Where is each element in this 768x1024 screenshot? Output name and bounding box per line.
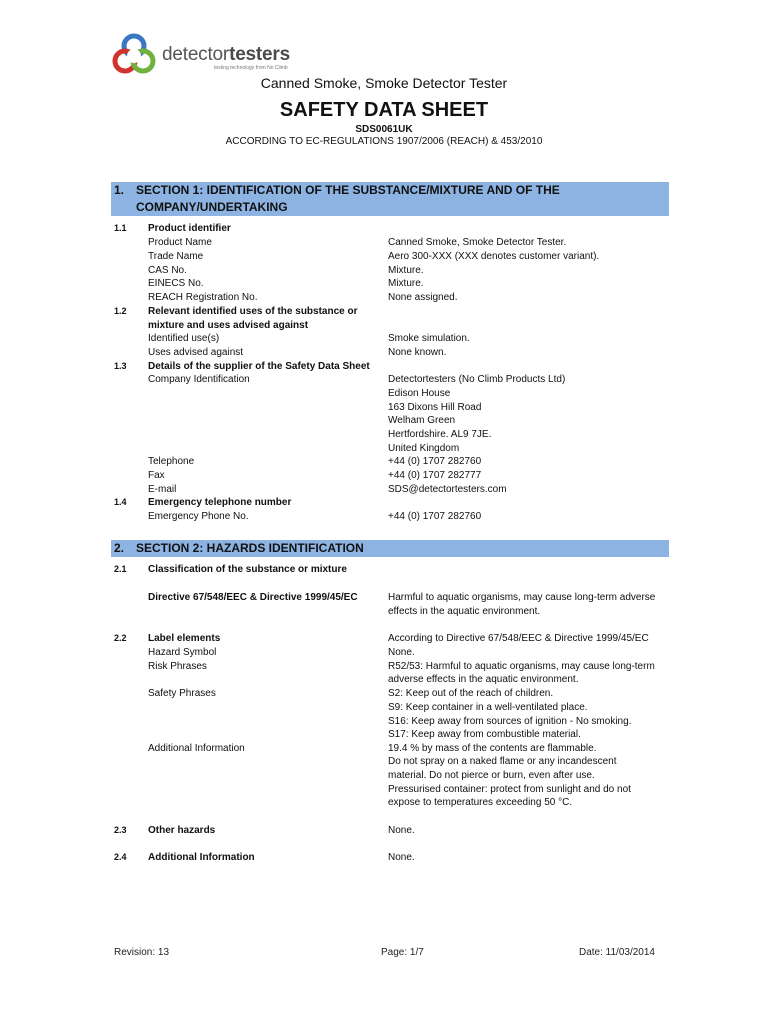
field-row [0,728,768,742]
field-row [0,673,768,687]
field-label: Label elements [148,633,221,644]
field-row [0,742,768,756]
field-row [0,769,768,783]
field-row [0,591,768,605]
footer-revision: Revision: 13 [114,947,170,958]
field-row [0,824,768,838]
field-row [0,264,768,278]
field-value: effects in the aquatic environment. [388,606,541,617]
field-row [0,387,768,401]
field-label: mixture and uses advised against [148,319,309,331]
item-number: 2.4 [114,852,127,862]
field-label: Details of the supplier of the Safety Data Sheet [148,360,370,372]
section-title: SECTION 2: HAZARDS IDENTIFICATION [136,541,364,555]
field-row [0,563,768,577]
logo-mark-icon [112,33,156,77]
field-value: Aero 300-XXX (XXX denotes customer variant). [388,251,600,262]
field-row [0,455,768,469]
field-row [0,414,768,428]
field-row [0,291,768,305]
section-title: SECTION 1: IDENTIFICATION OF THE SUBSTANCE/MIXTURE AND OF THE COMPANY/UNDERTAKING [136,183,560,214]
field-value: Harmful to aquatic organisms, may cause long-term adverse [388,592,656,603]
field-label: Additional Information [148,742,245,754]
field-label: Emergency Phone No. [148,511,249,522]
logo-tagline: testing technology from No Climb [214,65,288,71]
field-value: Mixture. [388,264,424,276]
field-row [0,496,768,510]
field-label: Identified use(s) [148,333,220,344]
field-value: material. Do not pierce or burn, even after use. [388,770,595,781]
field-row [0,483,768,497]
field-row [0,646,768,660]
field-value: Detectortesters (No Climb Products Ltd) [388,374,566,385]
field-row [0,442,768,456]
field-label: Company Identification [148,374,250,385]
field-row [0,346,768,360]
field-row [0,332,768,346]
field-value: adverse effects in the aquatic environment. [388,674,579,685]
footer-date: Date: 11/03/2014 [579,947,655,958]
field-value: None. [388,852,415,863]
field-value: Pressurised container: protect from sunlight and do not [388,783,631,795]
logo-wordmark: detectortesters [162,44,290,65]
field-value: S2: Keep out of the reach of children. [388,688,554,699]
field-row [0,236,768,250]
field-row [0,373,768,387]
regulation-line: ACCORDING TO EC-REGULATIONS 1907/2006 (REACH) & 453/2010 [225,136,543,147]
field-row [0,660,768,674]
section-1-header [111,182,669,216]
product-subtitle: Canned Smoke, Smoke Detector Tester [260,75,508,91]
field-row [0,796,768,810]
field-row [0,428,768,442]
field-value: S16: Keep away from sources of ignition - No smoking. [388,715,632,727]
field-label: Product Name [148,237,212,248]
field-row [0,851,768,865]
item-number: 1.2 [114,306,127,316]
field-label: Other hazards [148,825,216,836]
field-value: expose to temperatures exceeding 50 °C. [388,797,573,808]
field-value: None. [388,825,415,836]
field-value: SDS@detectortesters.com [388,483,507,495]
field-label: Risk Phrases [148,660,207,672]
field-row [0,469,768,483]
field-label: CAS No. [148,264,187,276]
item-number: 2.1 [114,564,127,574]
field-value: None assigned. [388,292,458,303]
field-value: 163 Dixons Hill Road [388,401,482,413]
field-row [0,783,768,797]
field-value: None. [388,647,415,658]
field-label: Emergency telephone number [148,497,292,508]
field-row [0,319,768,333]
field-row [0,715,768,729]
field-row [0,755,768,769]
field-label: EINECS No. [148,278,204,289]
field-label: Telephone [148,456,195,467]
field-row [0,510,768,524]
field-label: Directive 67/548/EEC & Directive 1999/45/EC [148,592,358,603]
field-value: United Kingdom [388,442,460,454]
field-value: Do not spray on a naked flame or any incandescent [388,756,617,767]
field-value: S9: Keep container in a well-ventilated place. [388,702,588,713]
field-label: Hazard Symbol [148,647,217,658]
field-label: Uses advised against [148,347,244,358]
field-label: Safety Phrases [148,688,216,699]
field-row [0,222,768,236]
field-label: Trade Name [148,251,204,262]
field-label: Additional Information [148,852,255,863]
field-label: E-mail [148,483,177,495]
field-value: Welham Green [388,415,456,426]
document-title: SAFETY DATA SHEET [279,99,489,121]
item-number: 1.3 [114,360,127,371]
field-value: None known. [388,347,447,358]
field-label: Fax [148,470,165,481]
item-number: 2.3 [114,825,127,835]
field-row [0,605,768,619]
item-number: 2.2 [114,633,127,643]
field-value: 19.4 % by mass of the contents are flammable. [388,742,597,754]
field-row [0,250,768,264]
field-row [0,401,768,415]
field-value: R52/53: Harmful to aquatic organisms, may cause long-term [388,660,655,672]
section-number: 1. [114,183,125,197]
field-value: Mixture. [388,278,424,289]
field-label: Classification of the substance or mixture [148,564,347,575]
field-row [0,277,768,291]
footer-page: Page: 1/7 [381,947,424,958]
field-value: Edison House [388,388,451,399]
field-value: Smoke simulation. [388,333,470,344]
field-row [0,632,768,646]
field-row [0,305,768,319]
section-number: 2. [114,541,125,555]
field-value: Canned Smoke, Smoke Detector Tester. [388,237,567,248]
field-row [0,687,768,701]
document-number: SDS0061UK [355,124,413,135]
field-value: S17: Keep away from combustible material. [388,729,581,740]
field-row [0,701,768,715]
section-2-header [111,540,669,557]
field-value: Hertfordshire. AL9 7JE. [388,429,492,440]
field-value: +44 (0) 1707 282777 [388,470,482,481]
field-value: +44 (0) 1707 282760 [388,511,482,522]
item-number: 1.1 [114,223,127,233]
field-label: Relevant identified uses of the substance or [148,306,358,317]
company-logo [112,33,290,79]
item-number: 1.4 [114,497,127,507]
field-value: According to Directive 67/548/EEC & Directive 1999/45/EC [388,633,649,644]
field-value: +44 (0) 1707 282760 [388,456,482,467]
field-label: REACH Registration No. [148,292,258,303]
field-row [0,360,768,374]
field-label: Product identifier [148,223,231,234]
